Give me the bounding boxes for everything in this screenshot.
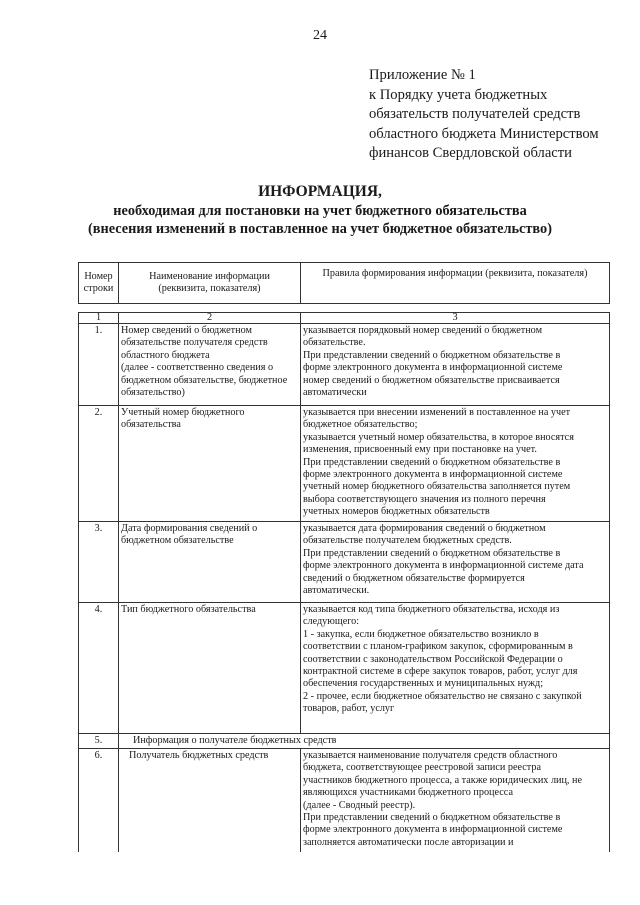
rule-line: учетный номер бюджетного обязательства заполняется путем [303,481,571,493]
row-number: 6. [79,749,119,853]
rule-line: автоматически [303,387,367,399]
column-number: 1 [79,313,119,324]
rule-line: обязательстве. [303,337,366,349]
table-row [79,324,610,406]
header-rules: Правила формирования информации (реквизита, показателя) [301,263,610,304]
document-title: ИНФОРМАЦИЯ, [258,183,382,200]
rule-line: бюджетное обязательство; [303,419,418,431]
rule-line: При представлении сведений о бюджетном обязательстве в [303,812,561,824]
info-name-cell [119,749,301,853]
rule-line: указывается дата формирования сведений о бюджетном [303,523,546,534]
rule-line: форме электронного документа в информационной системе дата [303,560,584,572]
appendix-line: к Порядку учета бюджетных [369,86,548,103]
info-name-line: Тип бюджетного обязательства [121,604,256,615]
info-name-line: обязательства [121,419,181,431]
rule-line: соответствии с планом-графиком закупок, сформированным в [303,641,573,653]
rule-line: При представлении сведений о бюджетном обязательстве в [303,456,561,468]
info-name-line: Получатель бюджетных средств [129,750,269,761]
rule-cell [301,522,610,603]
document-subtitle: необходимая для постановки на учет бюджетного обязательства [113,203,527,219]
rule-line: указывается учетный номер обязательства, в которое вносятся [303,431,574,443]
rule-line: выбора соответствующего значения из полного перечня [303,493,546,505]
rule-line: участников бюджетного процесса, а также юридических лиц, не [303,774,582,786]
row-number: 3. [79,522,119,603]
rule-line: учетных номеров бюджетных обязательств [303,506,490,518]
column-number: 2 [119,313,301,324]
table-row [79,603,610,734]
rule-cell [301,603,610,734]
rule-line: автоматически. [303,585,370,597]
appendix-line: финансов Свердловской области [369,145,572,161]
info-name-cell [119,603,301,734]
rule-line: являющихся участниками бюджетного процесса [303,787,513,799]
row-number: 4. [79,603,119,734]
table-row [79,406,610,522]
information-table [78,312,610,852]
rule-line: номер сведений о бюджетном обязательстве присваивается [303,374,560,386]
header-row-number [79,263,119,304]
info-name-line: обязательстве получателя средств [121,337,268,349]
table-row [79,522,610,603]
info-name-line: бюджетном обязательстве, бюджетное [121,374,288,386]
info-name-line: Дата формирования сведений о [121,523,258,534]
rule-line: следующего: [303,616,360,628]
section-heading: Информация о получателе бюджетных средств [119,734,610,749]
appendix-line: обязательств получателей средств [369,106,581,122]
info-name-cell [119,324,301,406]
header-text: строки [83,283,114,294]
page-number: 24 [313,28,327,43]
rule-line: (далее - Сводный реестр). [303,799,416,811]
rule-line: 1 - закупка, если бюджетное обязательство возникло в [303,628,539,640]
row-number: 2. [79,406,119,522]
rule-line: указывается при внесении изменений в поставленное на учет [303,407,571,418]
rule-line: контрактной системе в сфере закупок товаров, работ, услуг для [303,666,578,678]
rule-line: форме электронного документа в информационной системе [303,362,563,374]
column-number: 3 [301,313,610,324]
rule-line: заполняется автоматически после авторизации и [303,836,514,848]
rule-line: При представлении сведений о бюджетном обязательстве в [303,547,561,559]
table-header [78,262,610,304]
info-name-line: бюджетном обязательстве [121,535,234,547]
row-number: 5. [79,734,119,749]
rule-line: обязательстве получателем бюджетных средств. [303,535,512,547]
info-name-line: обязательство) [121,387,185,399]
rule-line: указывается код типа бюджетного обязательства, исходя из [303,604,560,615]
column-numbers-row [79,313,610,324]
header-text: Наименование информации [149,270,270,282]
rule-line: товаров, работ, услуг [303,703,395,715]
appendix-reference [369,66,629,164]
rule-line: соответствии с законодательством Российской Федерации о [303,653,563,665]
document-subtitle-note: (внесения изменений в поставленное на учет бюджетное обязательство) [88,221,552,237]
rule-line: форме электронного документа в информационной системе [303,824,563,836]
row-number: 1. [79,324,119,406]
info-name-line: (далее - соответственно сведения о [121,362,274,374]
rule-line: форме электронного документа в информационной системе [303,469,563,481]
rule-line: обеспечения государственных и муниципальных нужд; [303,678,544,690]
info-name-cell [119,522,301,603]
header-info-name [119,263,301,304]
info-name-cell [119,406,301,522]
info-name-line: Учетный номер бюджетного [121,407,245,418]
rule-line: сведений о бюджетном обязательстве формируется [303,572,525,584]
rule-line: изменения, присвоенный ему при постановке на учет. [303,444,537,456]
rule-line: указывается наименование получателя средств областного [303,750,558,761]
info-name-line: областного бюджета [121,349,210,361]
rule-line: 2 - прочее, если бюджетное обязательство не связано с закупкой [303,690,582,702]
table-row [79,749,610,853]
appendix-line: областного бюджета Министерством [369,125,599,142]
rule-cell [301,406,610,522]
info-name-line: Номер сведений о бюджетном [121,325,252,336]
header-text: Номер [84,270,113,282]
appendix-line: Приложение № 1 [369,67,476,83]
rule-line: указывается порядковый номер сведений о бюджетном [303,325,543,336]
table-row [79,734,610,749]
rule-line: При представлении сведений о бюджетном обязательстве в [303,349,561,361]
header-text: (реквизита, показателя) [158,283,261,294]
rule-cell [301,324,610,406]
rule-line: бюджета, соответствующее реестровой записи реестра [303,762,541,774]
rule-cell [301,749,610,853]
